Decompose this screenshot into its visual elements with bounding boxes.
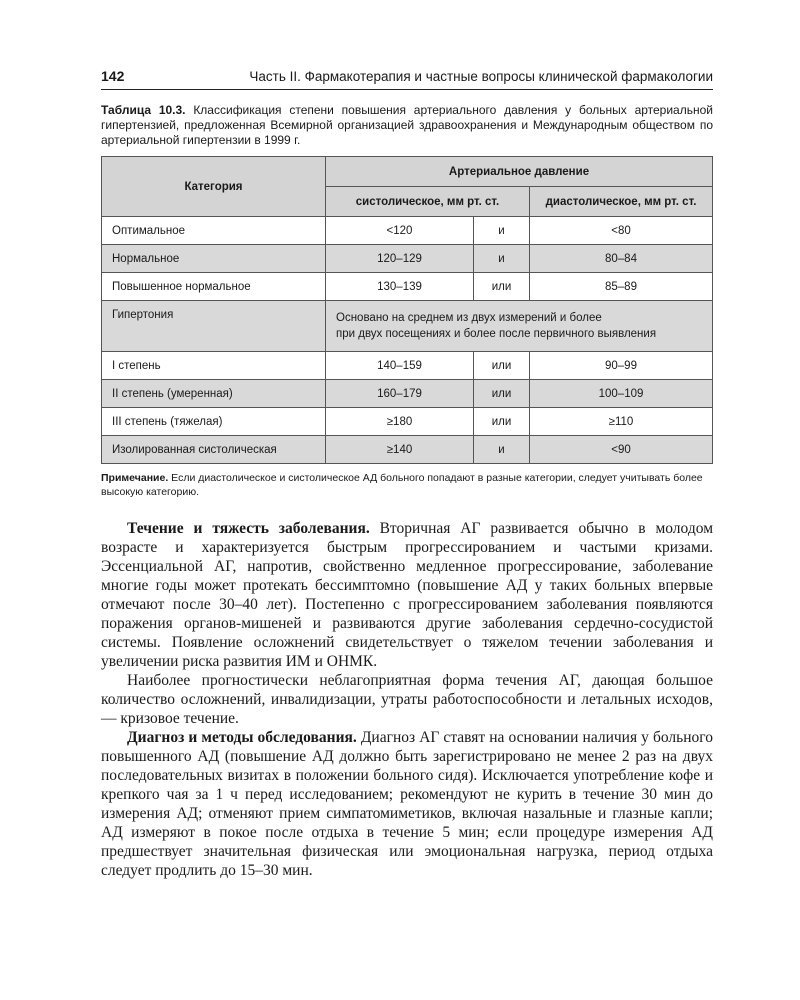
row-diastolic: 85–89 <box>530 273 713 301</box>
row-conjunction: и <box>474 217 530 245</box>
table-row-hypertension <box>102 301 713 352</box>
paragraph <box>101 728 713 880</box>
running-title: Часть II. Фармакотерапия и частные вопросы клинической фармакологии <box>249 69 713 84</box>
paragraph-text: Диагноз АГ ставят на основании наличия у больного повышенного АД (повышение АД должно быть зарегистрировано не менее 2 раз на двух последовательных визитах в положении больного сидя). Исключается употребление кофе и крепкого чая за 1 ч перед исследованием; рекомендуют не курить в течение 30 мин до измерения АД; отменяют прием симпатомиметиков, включая назальные и глазные капли; АД измеряют в покое после отдыха в течение 5 мин; если процедуре измерения АД предшествует значительная физическая или эмоциональная нагрузка, период отдыха следует продлить до 15–30 мин. <box>101 729 714 879</box>
paragraph-text: Наиболее прогностически неблагоприятная форма течения АГ, дающая большое количество осложнений, инвалидизации, утраты работоспособности и летальных исходов, — кризовое течение. <box>101 672 713 727</box>
row-category: I степень <box>102 352 326 380</box>
body-text <box>101 519 713 880</box>
table-caption-text: Классификация степени повышения артериального давления у больных артериальной гипертензией, предложенная Всемирной организацией здравоохранения и Международным обществом по артериальной гипертензии в 1999 г. <box>101 103 713 147</box>
paragraph-text: Вторичная АГ развивается обычно в молодом возрасте и характеризуется быстрым прогрессированием и частыми кризами. Эссенциальной АГ, напротив, свойственно медленное прогрессирование, заболевание многие годы может протекать бессимптомно (повышение АД у таких больных впервые отмечают после 30–40 лет). Постепенно с прогрессированием заболевания появляются поражения органов-мишеней и развиваются другие заболевания сердечно-сосудистой системы. Появление осложнений свидетельствует о тяжелом течении заболевания и увеличении риска развития ИМ и ОНМК. <box>101 520 713 670</box>
running-header <box>101 68 713 90</box>
table-caption-label: Таблица 10.3. <box>101 103 186 117</box>
table-row <box>102 217 713 245</box>
row-diastolic: 100–109 <box>530 380 713 408</box>
row-systolic: ≥140 <box>326 436 474 464</box>
row-conjunction: или <box>474 273 530 301</box>
row-systolic: ≥180 <box>326 408 474 436</box>
hypertension-note-line-1: Основано на среднем из двух измерений и более <box>336 312 602 324</box>
header-pressure: Артериальное давление <box>326 157 713 187</box>
classification-table <box>101 156 713 464</box>
book-page <box>101 68 713 880</box>
row-category: Гипертония <box>102 301 326 352</box>
table-row <box>102 380 713 408</box>
row-category: II степень (умеренная) <box>102 380 326 408</box>
table-header-row <box>102 157 713 187</box>
table-note <box>101 471 713 499</box>
header-category: Категория <box>102 157 326 217</box>
row-diastolic: <90 <box>530 436 713 464</box>
table-row <box>102 352 713 380</box>
table-note-label: Примечание. <box>101 472 169 484</box>
table-row <box>102 436 713 464</box>
header-diastolic: диастолическое, мм рт. ст. <box>530 187 713 217</box>
row-category: III степень (тяжелая) <box>102 408 326 436</box>
row-conjunction: и <box>474 245 530 273</box>
row-diastolic: <80 <box>530 217 713 245</box>
row-diastolic: ≥110 <box>530 408 713 436</box>
row-conjunction: или <box>474 352 530 380</box>
row-systolic: 140–159 <box>326 352 474 380</box>
row-category: Изолированная систолическая <box>102 436 326 464</box>
row-category: Повышенное нормальное <box>102 273 326 301</box>
table-caption <box>101 103 713 148</box>
page-number: 142 <box>101 68 125 84</box>
row-diastolic: 90–99 <box>530 352 713 380</box>
row-diastolic: 80–84 <box>530 245 713 273</box>
paragraph-lead: Течение и тяжесть заболевания. <box>127 520 370 537</box>
row-category: Оптимальное <box>102 217 326 245</box>
row-conjunction: или <box>474 380 530 408</box>
header-systolic: систолическое, мм рт. ст. <box>326 187 530 217</box>
paragraph-lead: Диагноз и методы обследования. <box>127 729 357 746</box>
paragraph <box>101 519 713 671</box>
row-hypertension-note <box>326 301 713 352</box>
row-systolic: 130–139 <box>326 273 474 301</box>
row-systolic: 160–179 <box>326 380 474 408</box>
row-systolic: 120–129 <box>326 245 474 273</box>
row-category: Нормальное <box>102 245 326 273</box>
table-row <box>102 273 713 301</box>
paragraph <box>101 671 713 728</box>
table-row <box>102 245 713 273</box>
hypertension-note-line-2: при двух посещениях и более после первичного выявления <box>336 328 657 340</box>
row-conjunction: и <box>474 436 530 464</box>
table-row <box>102 408 713 436</box>
table-note-text: Если диастолическое и систолическое АД больного попадают в разные категории, следует учитывать более высокую категорию. <box>101 472 703 498</box>
row-systolic: <120 <box>326 217 474 245</box>
row-conjunction: или <box>474 408 530 436</box>
